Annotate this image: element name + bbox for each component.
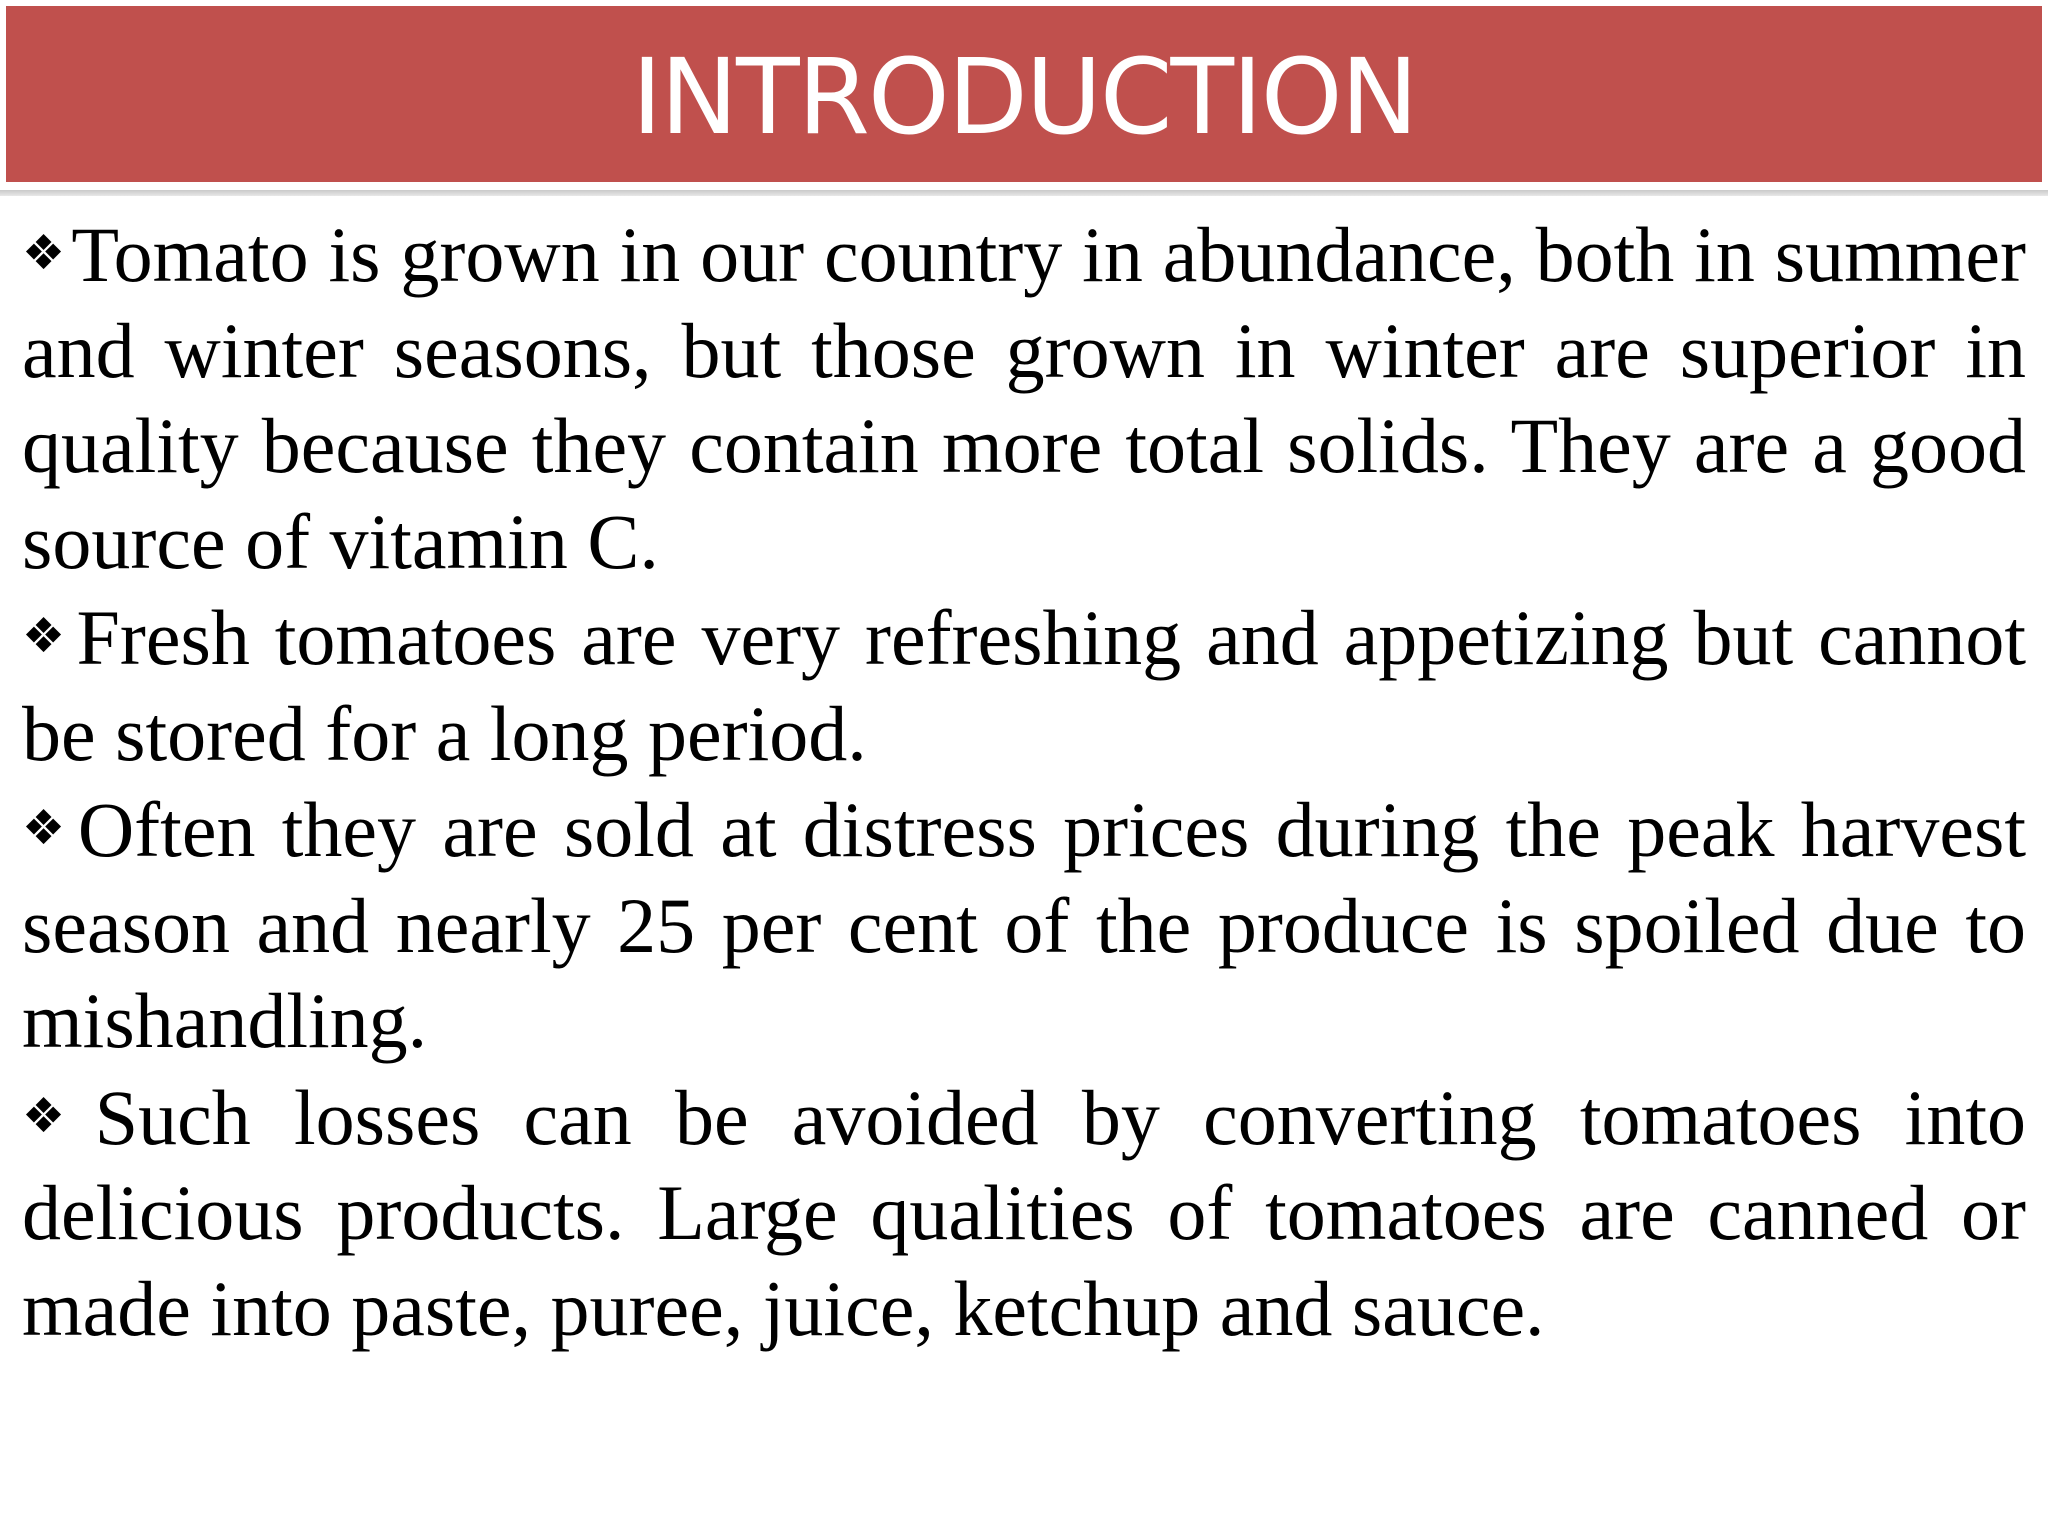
paragraph-text: Fresh tomatoes are very refreshing and appetizing but cannot be stored for a long period.	[22, 594, 2027, 777]
bullet-paragraph-2	[22, 589, 2026, 781]
four-diamond-bullet-icon: ❖	[22, 800, 72, 856]
bullet-paragraph-3	[22, 781, 2026, 1069]
title-bar	[6, 6, 2042, 182]
four-diamond-bullet-icon: ❖	[22, 225, 66, 281]
slide-body	[22, 206, 2026, 1356]
paragraph-text: Often they are sold at distress prices during the peak harvest season and nearly 25 per cent of the produce is spoiled due to mishandling.	[22, 786, 2027, 1064]
slide-title: INTRODUCTION	[631, 36, 1417, 158]
paragraph-text: Tomato is grown in our country in abundance, both in summer and winter seasons, but those grown in winter are superior in quality because they contain more total solids. They are a good source of vitamin C.	[22, 211, 2026, 585]
bullet-paragraph-4	[22, 1069, 2026, 1357]
title-divider	[0, 190, 2048, 196]
four-diamond-bullet-icon: ❖	[22, 1087, 89, 1144]
four-diamond-bullet-icon: ❖	[22, 608, 71, 664]
paragraph-text: Such losses can be avoided by converting tomatoes into delicious products. Large qualities of tomatoes are canned or made into paste, puree, juice, ketchup and sauce.	[22, 1073, 2026, 1352]
bullet-paragraph-1	[22, 206, 2026, 589]
